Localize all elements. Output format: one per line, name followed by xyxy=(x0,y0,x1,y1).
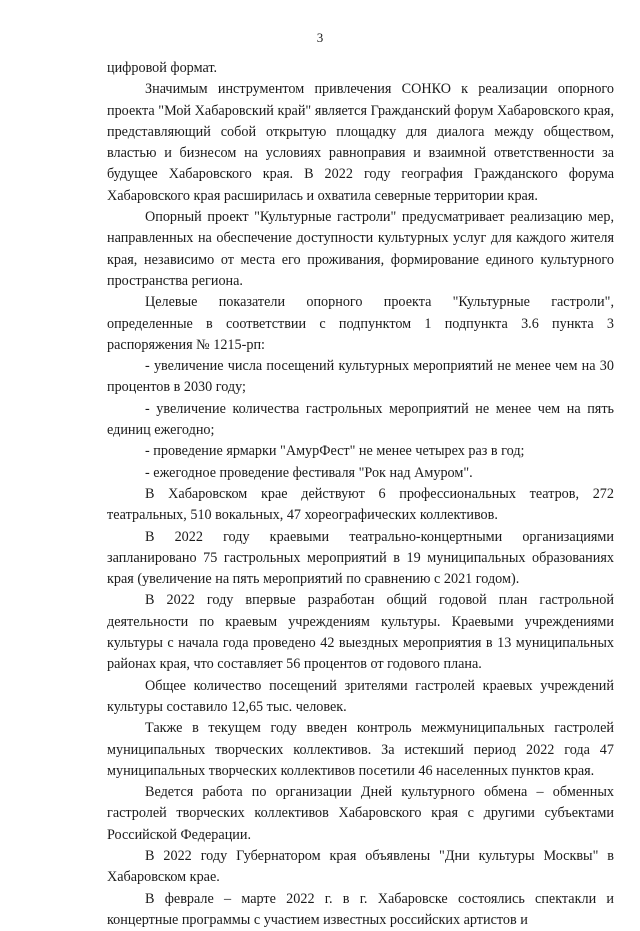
list-item: - увеличение числа посещений культурных мероприятий не менее чем на 30 процентов в 2030 году; xyxy=(107,358,614,396)
paragraph: Значимым инструментом привлечения СОНКО к реализации опорного проекта "Мой Хабаровский край" является Гражданский форум Хабаровского края, представляющий собой открытую площадку для диалога между обществом, властью и бизнесом на условиях равноправия и взаимной ответственности за будущее Хабаровского края. В 2022 году география Гражданского форума Хабаровского края расширилась и охватила северные территории края. xyxy=(107,81,614,204)
paragraph: В Хабаровском крае действуют 6 профессиональных театров, 272 театральных, 510 вокальных, 47 хореографических коллективов. xyxy=(107,485,614,524)
paragraph: В 2022 году краевыми театрально-концертными организациями запланировано 75 гастрольных мероприятий в 19 муниципальных образованиях края (увеличение на пять мероприятий по сравнению с 2021 годом). xyxy=(107,528,614,588)
list-item: - увеличение количества гастрольных мероприятий не менее чем на пять единиц ежегодно; xyxy=(107,400,614,439)
paragraph: В 2022 году Губернатором края объявлены "Дни культуры Москвы" в Хабаровском крае. xyxy=(107,847,614,886)
paragraph: В феврале – марте 2022 г. в г. Хабаровске состоялись спектакли и концертные программы с участием известных российских артистов и xyxy=(107,890,614,928)
page-number: 3 xyxy=(316,30,324,45)
paragraph: Общее количество посещений зрителями гастролей краевых учреждений культуры составило 12,65 тыс. человек. xyxy=(107,677,614,715)
list-item: - ежегодное проведение фестиваля "Рок над Амуром". xyxy=(145,464,473,481)
paragraph: цифровой формат. xyxy=(107,60,218,76)
paragraph: Опорный проект "Культурные гастроли" предусматривает реализацию мер, направленных на обеспечение доступности культурных услуг для каждого жителя края, независимо от места его проживания, формирование единого культурного пространства региона. xyxy=(107,209,614,289)
paragraph: Ведется работа по организации Дней культурного обмена – обменных гастролей творческих коллективов Хабаровского края с другими субъектами Российской Федерации. xyxy=(107,784,614,843)
paragraph: В 2022 году впервые разработан общий годовой план гастрольной деятельности по краевым учреждениям культуры. Краевыми учреждениями культуры с начала года проведено 42 выездных мероприятия в 13 муниципальных районах края, что составляет 56 процентов от годового плана. xyxy=(107,592,614,673)
document-body xyxy=(107,58,614,931)
list-item: - проведение ярмарки "АмурФест" не менее четырех раз в год; xyxy=(145,443,525,460)
paragraph: Целевые показатели опорного проекта "Культурные гастроли", определенные в соответствии с подпунктом 1 подпункта 3.6 пункта 3 распоряжения № 1215-рп: xyxy=(107,294,614,353)
paragraph: Также в текущем году введен контроль межмуниципальных гастролей муниципальных творческих коллективов. За истекший период 2022 года 47 муниципальных творческих коллективов посетили 46 населенных пунктов края. xyxy=(107,720,614,779)
